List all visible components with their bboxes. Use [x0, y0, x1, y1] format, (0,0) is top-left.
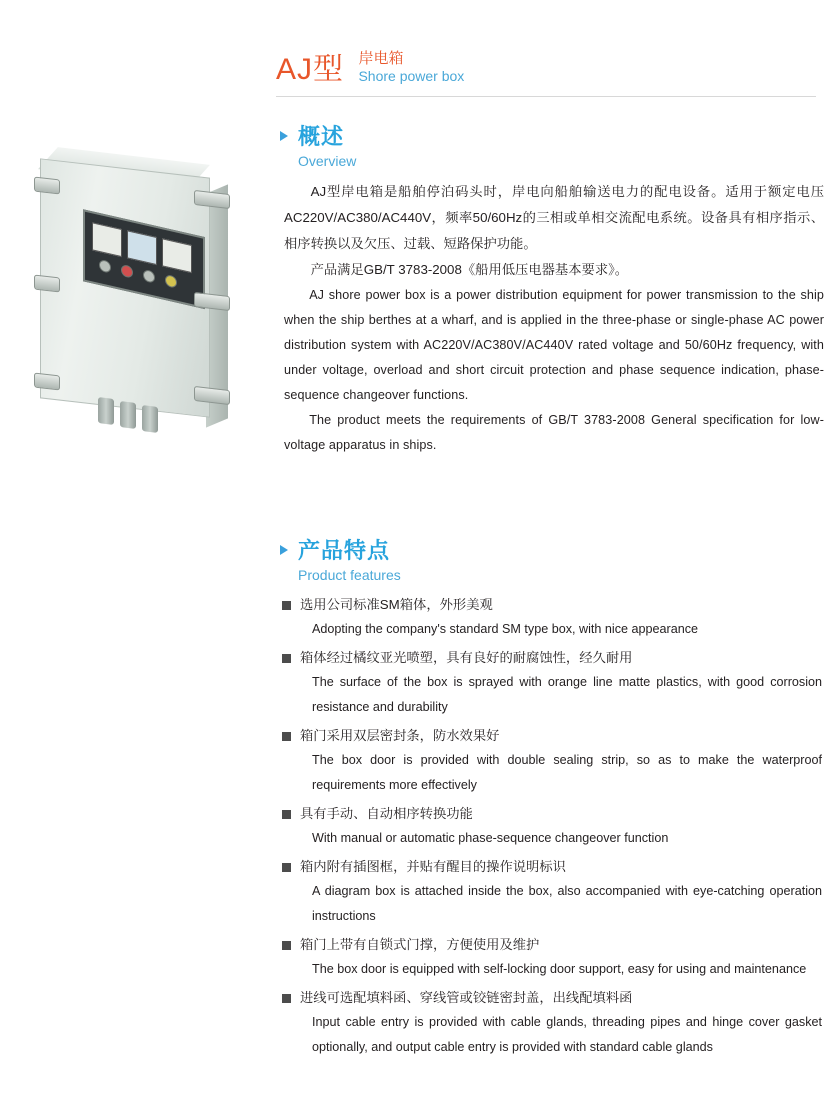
square-bullet-icon [282, 863, 291, 872]
feature-text-cn: 具有手动、自动相序转换功能 [300, 806, 473, 821]
section-features-title-cn: 产品特点 [298, 538, 391, 563]
list-item [300, 802, 824, 851]
product-model: AJ型 [276, 53, 345, 86]
feature-text-en: A diagram box is attached inside the box, also accompanied with eye-catching operation instructions [312, 884, 822, 923]
overview-paragraph-en-1: AJ shore power box is a power distribution equipment for power transmission to the ship when the ship berthes at a wharf, and is applied in the three-phase or single-phase AC power distribution system with AC220V/AC380V/AC440V rated voltage and 50/60Hz frequency, with under voltage, overload and short circuit protection and phase sequence indication, phase-sequence changeover functions. [284, 288, 824, 402]
list-item [300, 986, 824, 1060]
feature-text-en: Adopting the company's standard SM type box, with nice appearance [312, 622, 699, 636]
square-bullet-icon [282, 654, 291, 663]
knob-icon [99, 259, 111, 274]
square-bullet-icon [282, 994, 291, 1003]
feature-text-cn: 箱门上带有自锁式门撑，方便使用及维护 [300, 937, 540, 952]
section-overview-heading [276, 124, 828, 171]
list-item [300, 724, 824, 798]
feature-text-cn: 箱门采用双层密封条，防水效果好 [300, 728, 500, 743]
section-overview-title-cn: 概述 [298, 124, 345, 149]
overview-paragraph-cn-2: 产品满足GB/T 3783-2008《船用低压电器基本要求》。 [310, 262, 629, 277]
cable-gland-icon [142, 405, 158, 433]
feature-text-cn: 箱体经过橘纹亚光喷塑，具有良好的耐腐蚀性，经久耐用 [300, 650, 633, 665]
overview-paragraph-en-2: The product meets the requirements of GB/T 3783-2008 General specification for low-voltage apparatus in ships. [284, 413, 824, 452]
product-name-group [358, 50, 464, 88]
section-overview-body [276, 179, 828, 458]
section-overview-title-en: Overview [298, 153, 357, 169]
knob-icon [143, 269, 155, 284]
feature-text-cn: 进线可选配填料函、穿线管或铰链密封盖，出线配填料函 [300, 990, 633, 1005]
square-bullet-icon [282, 601, 291, 610]
hinge-icon [34, 373, 60, 391]
cable-gland-icon [98, 397, 114, 425]
list-item [300, 593, 824, 642]
section-overview [276, 124, 828, 458]
cable-gland-icon [120, 401, 136, 429]
indicator-lamp-icon [165, 274, 177, 289]
section-features-title-en: Product features [298, 567, 401, 583]
product-photo-shore-power-box [18, 148, 246, 438]
feature-text-en: The box door is provided with double sealing strip, so as to make the waterproof requirements more effectively [312, 753, 822, 792]
hinge-icon [34, 275, 60, 293]
box-front-face [40, 158, 210, 417]
product-name-en: Shore power box [358, 68, 465, 84]
section-product-features [276, 538, 828, 1064]
indicator-lamp-icon [121, 264, 133, 279]
title-divider [276, 96, 816, 97]
feature-text-en: With manual or automatic phase-sequence changeover function [312, 831, 669, 845]
list-item [300, 933, 824, 982]
triangle-bullet-icon [280, 131, 288, 141]
feature-text-cn: 选用公司标准SM箱体，外形美观 [300, 597, 493, 612]
meter-icon [127, 230, 157, 265]
overview-paragraph-cn-1: AJ型岸电箱是船舶停泊码头时，岸电向船舶输送电力的配电设备。适用于额定电压AC220V/AC380/AC440V，频率50/60Hz的三相或单相交流配电系统。设备具有相序指示、相序转换以及欠压、过载、短路保护功能。 [284, 184, 824, 251]
hinge-icon [34, 177, 60, 195]
page-title [276, 44, 816, 88]
feature-text-en: The surface of the box is sprayed with orange line matte plastics, with good corrosion resistance and durability [312, 675, 822, 714]
meter-icon [92, 222, 122, 257]
square-bullet-icon [282, 732, 291, 741]
feature-list [276, 593, 828, 1060]
feature-text-en: The box door is equipped with self-locking door support, easy for using and maintenance [312, 962, 807, 976]
triangle-bullet-icon [280, 545, 288, 555]
section-features-heading [276, 538, 828, 585]
list-item [300, 855, 824, 929]
feature-text-cn: 箱内附有插图框，并贴有醒目的操作说明标识 [300, 859, 566, 874]
feature-text-en: Input cable entry is provided with cable glands, threading pipes and hinge cover gasket optionally, and output cable entry is provided with standard cable glands [312, 1015, 822, 1054]
right-column [262, 0, 830, 1118]
square-bullet-icon [282, 810, 291, 819]
meter-icon [162, 238, 192, 273]
list-item [300, 646, 824, 720]
instrument-panel [83, 209, 205, 309]
square-bullet-icon [282, 941, 291, 950]
left-column [0, 0, 262, 1118]
product-name-cn: 岸电箱 [358, 50, 404, 67]
